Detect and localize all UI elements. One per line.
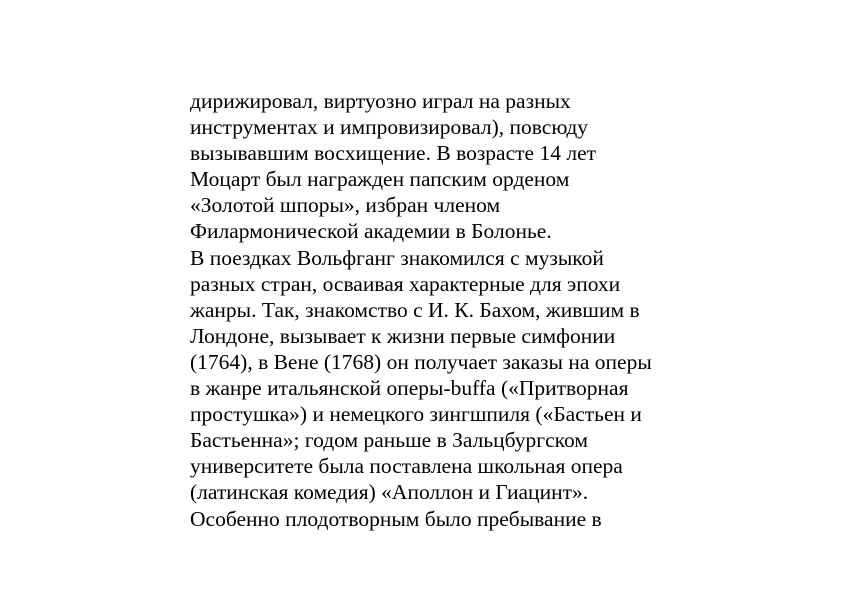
text-line: инструментах и импровизировал), повсюду: [190, 115, 589, 140]
text-line: простушка») и немецкого зингшпиля («Бастьен и: [190, 402, 642, 427]
text-line: (латинская комедия) «Аполлон и Гиацинт».: [190, 480, 589, 505]
text-line: Филармонической академии в Болонье.: [190, 219, 552, 244]
text-line: Моцарт был награжден папским орденом: [190, 167, 570, 192]
text-line: Бастьенна»; годом раньше в Зальцбургском: [190, 428, 588, 453]
body-text: [190, 88, 690, 532]
text-line: (1764), в Вене (1768) он получает заказы на оперы: [190, 349, 652, 374]
text-line: вызывавшим восхищение. В возрасте 14 лет: [190, 141, 597, 166]
text-line: жанры. Так, знакомство с И. К. Бахом, жившим в: [190, 297, 640, 322]
text-line: разных стран, осваивая характерные для эпохи: [190, 271, 621, 296]
text-line: университете была поставлена школьная опера: [190, 454, 623, 479]
text-line: в жанре итальянской оперы-buffa («Притворная: [190, 376, 629, 401]
text-line: В поездках Вольфганг знакомился с музыкой: [190, 245, 604, 270]
text-line: Особенно плодотворным было пребывание в: [190, 506, 602, 531]
text-line: «Золотой шпоры», избран членом: [190, 193, 501, 218]
text-line: Лондоне, вызывает к жизни первые симфонии: [190, 323, 616, 348]
text-line: дирижировал, виртуозно играл на разных: [190, 89, 571, 113]
